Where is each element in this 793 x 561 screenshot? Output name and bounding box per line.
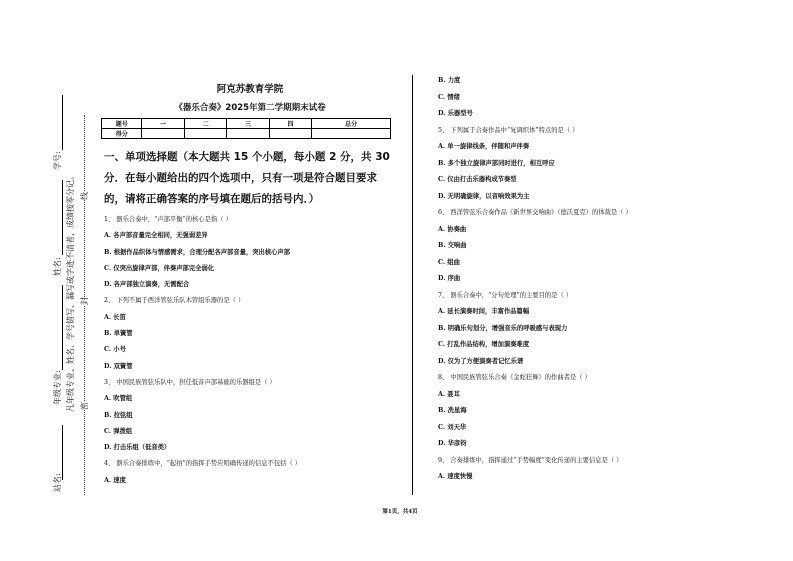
question-stem: 6、 西洋管弦乐合奏作品《新世界交响曲》（德沃夏克）的体裁是（ ） xyxy=(438,209,632,216)
student-id-line xyxy=(62,95,63,150)
section-heading: 一、单项选择题（本大题共 15 个小题，每小题 2 分，共 30 分．在每小题给出的四个选项中，只有一项是符合题目要求的，请将正确答案的序号填在题后的括号内．） xyxy=(104,151,390,205)
score-cell[interactable] xyxy=(312,129,391,139)
answer-option: B. 冼星海 xyxy=(438,407,467,414)
seal-char-mi: 密 xyxy=(80,402,89,410)
question-stem: 7、 器乐合奏中，“分句处理”的主要目的是（ ） xyxy=(438,291,573,299)
question-stem: 5、 下列属于合奏作品中“复调织体”特点的是（ ） xyxy=(438,126,579,134)
grade-major-line xyxy=(62,285,63,370)
score-cell[interactable] xyxy=(227,129,269,139)
score-cell[interactable] xyxy=(142,129,184,139)
score-header-cell: 一 xyxy=(142,119,184,129)
answer-option: A. 聂耳 xyxy=(438,390,460,398)
answer-option: A. 单一旋律线条，伴随和声伴奏 xyxy=(438,143,530,150)
name-line xyxy=(62,180,63,255)
answer-option: B. 明确乐句划分，增强音乐的呼吸感与表现力 xyxy=(438,324,568,332)
answer-option: D. 各声部独立演奏，无需配合 xyxy=(104,281,190,289)
seal-line xyxy=(84,115,85,495)
answer-option: A. 协奏曲 xyxy=(438,225,467,233)
score-header-cell: 二 xyxy=(184,119,226,129)
question-stem: 8、 中国民族管弦乐合奏《金蛇狂舞》的作曲者是（ ） xyxy=(438,374,591,381)
answer-option: D. 序曲 xyxy=(438,275,461,282)
left-question-column xyxy=(104,214,301,491)
score-header-cell: 四 xyxy=(269,119,311,129)
answer-option: D. 乐器型号 xyxy=(438,110,473,117)
exam-site-line xyxy=(62,425,63,480)
answer-option: A. 吹管组 xyxy=(104,395,133,403)
exam-site-label: 站名: xyxy=(53,473,62,492)
question-stem: 1、 器乐合奏中，“声部平衡”的核心是指（ ） xyxy=(104,216,232,223)
answer-option: B. 力度 xyxy=(438,77,461,84)
binding-notice: 凡年级专业、姓名、学号错写、漏写或字迹不清者，成绩按零分记。 xyxy=(66,172,75,412)
answer-option: C. 刘天华 xyxy=(438,423,467,431)
score-header-cell: 三 xyxy=(227,119,269,129)
column-divider xyxy=(412,75,413,495)
answer-option: B. 根据作品织体与情感需求，合理分配各声部音量，突出核心声部 xyxy=(104,248,291,256)
name-label: 姓名: xyxy=(53,257,62,276)
question-stem: 9、 合奏排练中，指挥通过“手势幅度”变化传递的主要信息是（ ） xyxy=(438,456,623,464)
student-id-label: 学号: xyxy=(53,151,62,170)
answer-option: A. 速度 xyxy=(104,476,126,484)
answer-option: C. 仅突出旋律声部，伴奏声部完全弱化 xyxy=(104,264,215,272)
score-cell[interactable] xyxy=(269,129,311,139)
score-header-row xyxy=(102,119,391,129)
answer-option: D. 双簧管 xyxy=(104,362,133,370)
exam-title: 《器乐合奏》2025年第二学期期末试卷 xyxy=(174,103,326,113)
page-footer: 第1页，共4页 xyxy=(382,509,418,515)
answer-option: B. 单簧管 xyxy=(104,330,133,338)
answer-option: D. 仅为了方便演奏者记忆乐谱 xyxy=(438,357,524,365)
answer-option: C. 弹拨组 xyxy=(104,427,133,435)
answer-option: D. 华彦钧 xyxy=(438,440,467,447)
score-cell[interactable] xyxy=(184,129,226,139)
score-header-cell: 题号 xyxy=(102,119,142,129)
question-stem: 3、 中国民族管弦乐队中，担任低音声部基础的乐器组是（ ） xyxy=(104,378,276,386)
score-table xyxy=(101,118,391,139)
answer-option: C. 打乱作品结构，增加演奏难度 xyxy=(438,341,530,348)
seal-char-feng: 封 xyxy=(80,297,89,305)
answer-option: C. 组曲 xyxy=(438,258,460,266)
answer-option: C. 仅由打击乐器构成节奏型 xyxy=(438,176,517,183)
answer-option: A. 延长演奏时间，丰富作品篇幅 xyxy=(438,308,530,315)
answer-option: B. 交响曲 xyxy=(438,242,467,249)
answer-option: A. 各声部音量完全相同，无强弱差异 xyxy=(104,232,208,240)
answer-option: D. 打击乐组（低音类） xyxy=(104,444,171,452)
answer-option: C. 情绪 xyxy=(438,93,460,101)
score-header-cell: 总分 xyxy=(312,119,391,129)
score-row xyxy=(102,129,391,139)
answer-option: A. 长笛 xyxy=(104,313,126,321)
school-name: 阿克苏教育学院 xyxy=(216,84,284,95)
answer-option: B. 拉弦组 xyxy=(104,411,133,419)
question-stem: 2、 下列不属于西洋管弦乐队木管组乐器的是（ ） xyxy=(104,297,245,305)
grade-major-label: 年级专业: xyxy=(53,370,62,405)
answer-option: C. 小号 xyxy=(104,346,126,354)
right-question-column xyxy=(438,75,632,488)
answer-option: D. 无明确旋律，以音响效果为主 xyxy=(438,192,530,200)
question-stem: 4、 器乐合奏排练中，“起拍”的指挥手势应明确传递的信息不包括（ ） xyxy=(104,460,302,468)
score-row-label: 得分 xyxy=(102,129,142,139)
seal-char-xian: 线 xyxy=(80,192,89,200)
answer-option: B. 多个独立旋律声部同时进行，相互呼应 xyxy=(438,159,555,167)
answer-option: A. 速度快慢 xyxy=(438,473,473,480)
